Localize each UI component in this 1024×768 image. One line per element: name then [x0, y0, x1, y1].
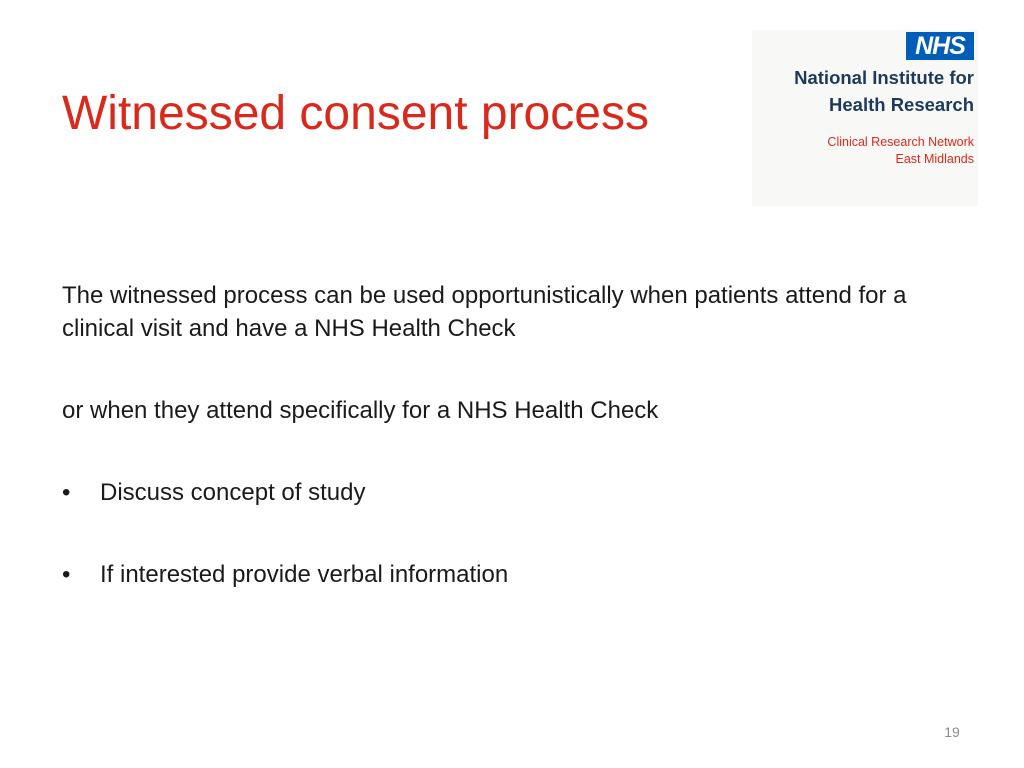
- org-name-line-2: Health Research: [829, 94, 974, 115]
- org-name: [794, 64, 974, 118]
- org-name-line-1: National Institute for: [794, 67, 974, 88]
- bullet-text: Discuss concept of study: [100, 479, 366, 506]
- bullet-item: [62, 558, 508, 591]
- page-number: 19: [944, 724, 960, 740]
- network-name: [827, 134, 974, 168]
- paragraph-intro: The witnessed process can be used opportunistically when patients attend for a clinical visit and have a NHS Health Check: [62, 282, 907, 342]
- bullet-item: [62, 476, 365, 509]
- network-name-line-1: Clinical Research Network: [827, 135, 974, 149]
- network-name-line-2: East Midlands: [895, 152, 974, 166]
- nhs-badge: NHS: [906, 32, 974, 60]
- bullet-icon: •: [62, 479, 71, 506]
- nihr-logo: [752, 30, 978, 206]
- paragraph-alternative: or when they attend specifically for a NHS Health Check: [62, 397, 659, 424]
- slide-title: Witnessed consent process: [62, 87, 649, 140]
- bullet-text: If interested provide verbal information: [100, 561, 509, 588]
- bullet-icon: •: [62, 561, 71, 588]
